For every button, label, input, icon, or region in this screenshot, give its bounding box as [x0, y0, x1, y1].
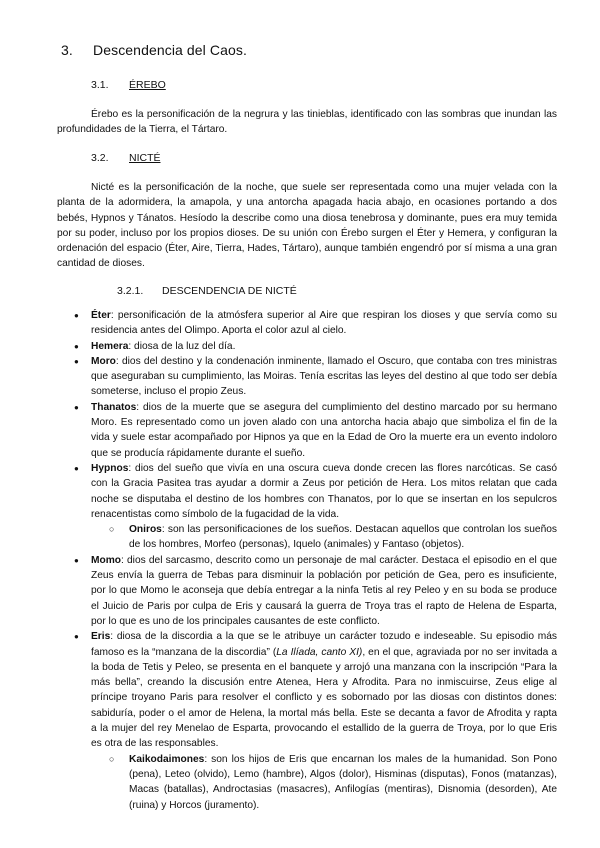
item-text: : personificación de la atmósfera superior al Aire que respiran los dioses y que servía como su residencia antes del Olimpo. Aporta el color azul al cielo. [91, 310, 557, 337]
list-item [57, 629, 557, 813]
list-item [57, 354, 557, 400]
item-text: : son las personificaciones de los sueños. Destacan aquellos que controlan los sueños de los hombres, Morfeo (personas), Iquelo (animales) y Fantaso (objetos). [129, 524, 557, 551]
sub-list-item [91, 522, 557, 553]
item-text: : diosa de la discordia a la que se le atribuye un carácter tozudo e indeseable. Su episodio más famoso es la “manzana de la discordia” ( [91, 631, 557, 658]
subsubsection-heading [117, 285, 297, 297]
paragraph-nicte: Nicté es la personificación de la noche, que suele ser representada como una mujer velada con la planta de la adormidera, la amapola, y una antorcha apagada hacia abajo, en ocasiones portando a dos bebés, Hypnos y Tánatos. Hesíodo la describe como una diosa tenebrosa y dominante, pues era muy temida por su poder, incluso por los propios dioses. De su unión con Érebo surgen el Éter y Hemera, y configuran la ordenación del espacio (Éter, Aire, Tierra, Hades, Tártaro), aunque también engendró por sí misma a una gran cantidad de dioses. [57, 182, 557, 270]
item-text: , en el que, agraviada por no ser invitada a la boda de Tetis y Peleo, se presenta en el banquete y arrojó una manzana con la inscripción “Para la más bella”, creando la discusión entre Atenea, Hera y Afrodita. Para no inmiscuirse, Zeus elige al príncipe troyano Paris para resolver el conflicto y es sobornado por las diosas con distintos dones: sabiduría, poder o el amor de Helena, la mortal más bella. Este se decanta a favor de Afrodita y rapta a la mujer del rey Menelao de Esparta, provocando el estallido de la guerra de Troya, por lo que Eris es otra de las responsables. [91, 646, 558, 750]
subsection-heading-erebo [91, 79, 166, 91]
sub-list-item [91, 752, 557, 813]
list-item [57, 339, 557, 354]
list-item [57, 461, 557, 553]
item-text: : diosa de la luz del día. [128, 340, 236, 352]
item-name: Hypnos [91, 462, 129, 474]
item-name: Moro [91, 355, 116, 367]
sub-list [91, 522, 557, 553]
list-item [57, 400, 557, 461]
item-text: : son los hijos de Eris que encarnan los males de la humanidad. Son Pono (pena), Leteo (olvido), Lemo (hambre), Algos (dolor), Hisminas (disputas), Fonos (matanzas), Macas (batallas), Androctasias (masacres), Anfilogías (mentiras), Disnomia (desorden), Ate (ruina) y Horcos (juramento). [129, 753, 557, 811]
section-title: Descendencia del Caos. [93, 42, 247, 58]
descendants-list [57, 308, 557, 813]
item-name: Kaikodaimones [129, 753, 205, 765]
item-name: Hemera [91, 340, 129, 352]
item-name: Oniros [129, 524, 162, 536]
list-item [57, 553, 557, 629]
item-name: Momo [91, 554, 121, 566]
subsection-heading-nicte [91, 152, 161, 164]
item-text: : dios de la muerte que se asegura del cumplimiento del destino marcado por su hermano Moro. Es representado como un joven alado con una antorcha hacia abajo que simboliza el fin de la vida y suele estar acompañado por Hipnos ya que en la Edad de Oro la muerte era un evento indoloro que se producía rápidamente durante el sueño. [91, 401, 557, 459]
subsubsection-title: DESCENDENCIA DE NICTÉ [162, 285, 297, 297]
subsection-number: 3.2. [91, 152, 109, 164]
item-name: Eris [91, 631, 111, 643]
paragraph-erebo: Érebo es la personificación de la negrura y las tinieblas, identificado con las sombras que inundan las profundidades de la Tierra, el Tártaro. [57, 109, 557, 136]
sub-list [91, 752, 557, 813]
list-item [57, 308, 557, 339]
item-text: : dios del sueño que vivía en una oscura cueva donde crecen las flores narcóticas. Se casó con la Gracia Pasitea tras ayudar a dormir a Zeus por petición de Hera. Los mitos relatan que cada noche se disputaba el destino de los hombres con Thanatos, por lo que se insertan en los sepulcros renacentistas como símbolo de la fugacidad de la vida. [91, 462, 557, 520]
item-name: Thanatos [91, 401, 137, 413]
subsection-title: NICTÉ [129, 152, 161, 164]
item-text: : dios del sarcasmo, descrito como un personaje de mal carácter. Destaca el episodio en el que Zeus envía la guerra de Tebas para disminuir la población por petición de Gea, pero es insuficiente, por lo que Momo le aconseja que debía entregar a la ninfa Tetis al rey Peleo y en su boda se produce el Juicio de Paris por culpa de Eris y causará la guerra de Troya tras el rapto de Helena de Esparta, por lo que es uno de los principales causantes de este conflicto. [91, 554, 557, 627]
subsection-number: 3.1. [91, 79, 109, 91]
item-citation: La Ilíada, canto XI) [276, 646, 363, 658]
section-number: 3. [61, 42, 73, 58]
subsubsection-number: 3.2.1. [117, 285, 144, 297]
item-text: : dios del destino y la condenación inminente, llamado el Oscuro, que contaba con tres ministras que aseguraban su cumplimiento, las Moiras. Tenía escritas las leyes del destino al que todo ser debía someterse, incluso el propio Zeus. [91, 355, 557, 398]
subsection-title: ÉREBO [129, 79, 166, 91]
section-heading [61, 42, 247, 58]
item-name: Éter [91, 310, 111, 321]
